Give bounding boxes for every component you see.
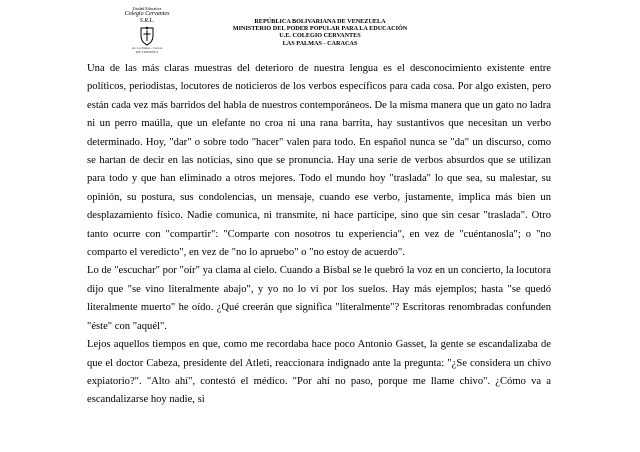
paragraph-2: Lo de "escuchar" por "oír" ya clama al cielo. Cuando a Bisbal se le quebró la voz en un concierto, la locutora dijo que "se vino literalmente abajo", y yo no lo vi por los suelos. Hay más ejemplos; hasta "se quedó literalmente muerto" he oído. ¿Qué creerán que significa "literalmente"? Escritoras renombradas confunden "éste" con "aquél". xyxy=(87,265,551,332)
letterhead-line-4: LAS PALMAS - CARACAS xyxy=(282,39,358,47)
logo-address: Av. Las Palmas - Caracas xyxy=(131,46,163,50)
logo-top-text: Unidad Educativa xyxy=(132,6,162,11)
letterhead xyxy=(220,18,420,47)
letterhead-line-3: U.E. COLEGIO CERVANTES xyxy=(279,32,361,40)
letterhead-line-2: MINISTERIO DEL PODER POPULAR PARA LA EDUCACIÓN xyxy=(232,25,408,33)
school-logo xyxy=(118,6,176,54)
logo-name: Colegio Cervantes S.R.L. xyxy=(124,11,170,24)
paragraph-1: Una de las más claras muestras del deterioro de nuestra lengua es el desconocimiento existente entre políticos, periodistas, locutores de noticieros de los verbos específicos para cada cosa. Por algo existen, pero están cada vez más barridos del habla de nuestros contemporáneos. De la misma manera que un gato no ladra ni un perro maúlla, que un elefante no croa ni una rana barrita, hay sustantivos que necesitan un verbo determinado. Hoy, "dar" o sobre todo "hacer" valen para todo. En español nunca se "da" un discurso, como se hartan de decir en las noticias, sino que se pronuncia. Hay una serie de verbos absurdos que se utilizan para todo y que han eliminado a otros mejores. Todo el mundo hoy "traslada" lo que sea, su malestar, su opinión, su postura, sus condolencias, un mensaje, cuando ese verbo, justamente, implica más bien un desplazamiento físico. Nadie comunica, ni transmite, ni hace partícipe, sino que sin cesar "traslada". Otro tanto ocurre con "compartir": "Comparte con nosotros tu experiencia", en vez de "cuéntanosla"; o "no comparto el veredicto", en vez de "no lo apruebo" o "no estoy de acuerdo". xyxy=(87,63,551,259)
letterhead-line-1: REPÚBLICA BOLIVARIANA DE VENEZUELA xyxy=(254,18,386,25)
paragraph-3: Lejos aquellos tiempos en que, como me recordaba hace poco Antonio Gasset, la gente se escandalizaba de que el doctor Cabeza, presidente del Atleti, reaccionara indignado ante la pregunta: "¿Se considera un chivo expiatorio?". "Alto ahí", contestó el médico. "Por ahí no paso, porque me llame chivo". ¿Cómo va a escandalizarse hoy nadie, si xyxy=(87,339,551,406)
document-body xyxy=(87,60,551,410)
school-crest-icon xyxy=(139,26,155,46)
logo-rif: RIF. J-00000000-0 xyxy=(135,50,159,54)
